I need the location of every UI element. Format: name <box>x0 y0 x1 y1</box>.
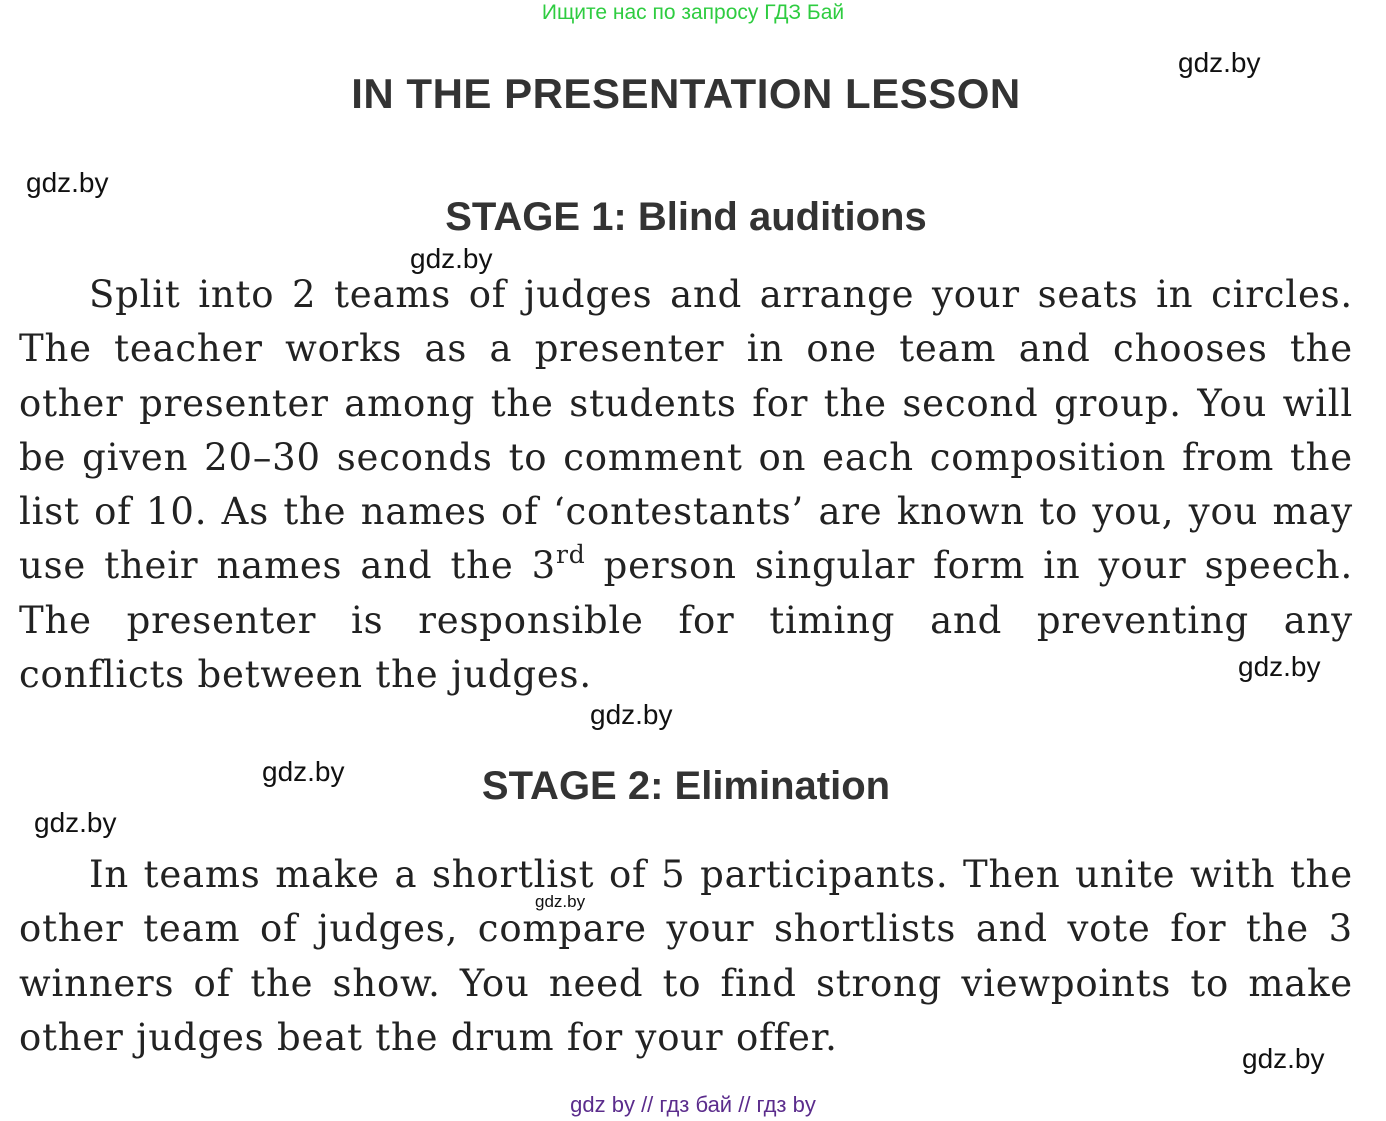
watermark: gdz.by <box>535 892 586 911</box>
watermark: gdz.by <box>34 807 117 838</box>
stage1-paragraph <box>19 268 1353 702</box>
watermark: gdz.by <box>410 243 493 274</box>
stage1-text-part2: person singular form in your speech. The presenter is responsible for timing and preventing any conflicts between the judges. <box>19 544 1353 697</box>
ordinal-superscript: rd <box>555 540 586 570</box>
watermark: gdz.by <box>262 756 345 787</box>
watermark: gdz.by <box>590 699 673 730</box>
page-title: IN THE PRESENTATION LESSON <box>351 70 1021 117</box>
footer-links[interactable]: gdz by // гдз бай // гдз by <box>570 1092 816 1117</box>
watermark: gdz.by <box>1238 651 1321 682</box>
watermark: gdz.by <box>1242 1043 1325 1074</box>
watermark: gdz.by <box>26 167 109 198</box>
stage1-text-part1: Split into 2 teams of judges and arrange your seats in circles. The teacher works as a presenter in one team and chooses the other presenter among the students for the second group. You will be given 20–30 seconds to comment on each composition from the list of 10. As the names of ‘contestants’ are known to you, you may use their names and the 3 <box>19 273 1353 588</box>
top-banner-link[interactable]: Ищите нас по запросу ГДЗ Бай <box>541 1 845 24</box>
stage2-heading: STAGE 2: Elimination <box>481 764 891 808</box>
watermark: gdz.by <box>1178 47 1261 78</box>
stage1-heading: STAGE 1: Blind auditions <box>445 195 927 239</box>
stage2-paragraph: In teams make a shortlist of 5 participants. Then unite with the other team of judges, compare your shortlists and vote for the 3 winners of the show. You need to find strong viewpoints to make other judges beat the drum for your offer. <box>19 853 1353 1059</box>
